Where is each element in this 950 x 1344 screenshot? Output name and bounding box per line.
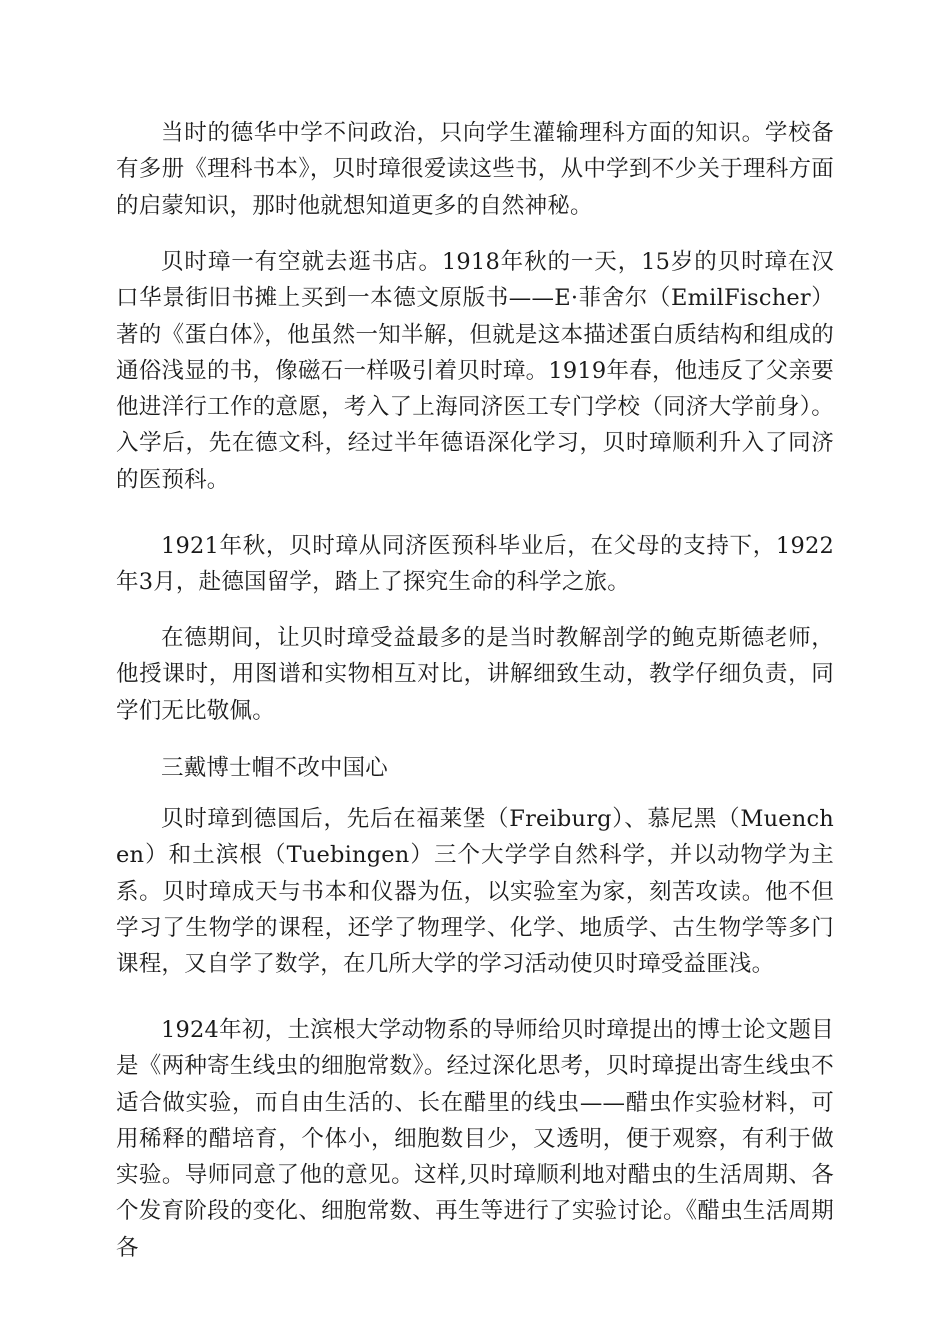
paragraph-1: 当时的德华中学不问政治，只向学生灌输理科方面的知识。学校备有多册《理科书本》，贝时璋很爱读这些书，从中学到不少关于理科方面的启蒙知识，那时他就想知道更多的自然神秘。	[116, 120, 834, 219]
paragraph-2: 贝时璋一有空就去逛书店。1918年秋的一天，15岁的贝时璋在汉口华景街旧书摊上买到一本德文原版书——E·菲舍尔（EmilFischer）著的《蛋白体》，他虽然一知半解，但就是这本描述蛋白质结构和组成的通俗浅显的书，像磁石一样吸引着贝时璋。1919年春，他违反了父亲要他进洋行工作的意愿，考入了上海同济医工专门学校（同济大学前身）。入学后，先在德文科，经过半年德语深化学习，贝时璋顺利升入了同济的医预科。	[116, 249, 834, 493]
paragraph-4: 在德期间，让贝时璋受益最多的是当时教解剖学的鲍克斯德老师，他授课时，用图谱和实物相互对比，讲解细致生动，教学仔细负责，同学们无比敬佩。	[116, 625, 834, 724]
paragraph-6: 1924年初，土滨根大学动物系的导师给贝时璋提出的博士论文题目是《两种寄生线虫的细胞常数》。经过深化思考，贝时璋提出寄生线虫不适合做实验，而自由生活的、长在醋里的线虫——醋虫作实验材料，可用稀释的醋培育，个体小，细胞数目少，又透明，便于观察，有利于做实验。导师同意了他的意见。这样,贝时璋顺利地对醋虫的生活周期、各个发育阶段的变化、细胞常数、再生等进行了实验讨论。《醋虫生活周期各	[116, 1017, 834, 1261]
paragraph-5: 贝时璋到德国后，先后在福莱堡（Freiburg）、慕尼黑（Muenchen）和土滨根（Tuebingen）三个大学学自然科学，并以动物学为主系。贝时璋成天与书本和仪器为伍，以实验室为家，刻苦攻读。他不但学习了生物学的课程，还学了物理学、化学、地质学、古生物学等多门课程，又自学了数学，在几所大学的学习活动使贝时璋受益匪浅。	[116, 806, 834, 978]
paragraph-3: 1921年秋，贝时璋从同济医预科毕业后，在父母的支持下，1922年3月，赴德国留学，踏上了探究生命的科学之旅。	[116, 533, 834, 596]
section-heading: 三戴博士帽不改中国心	[161, 755, 389, 781]
